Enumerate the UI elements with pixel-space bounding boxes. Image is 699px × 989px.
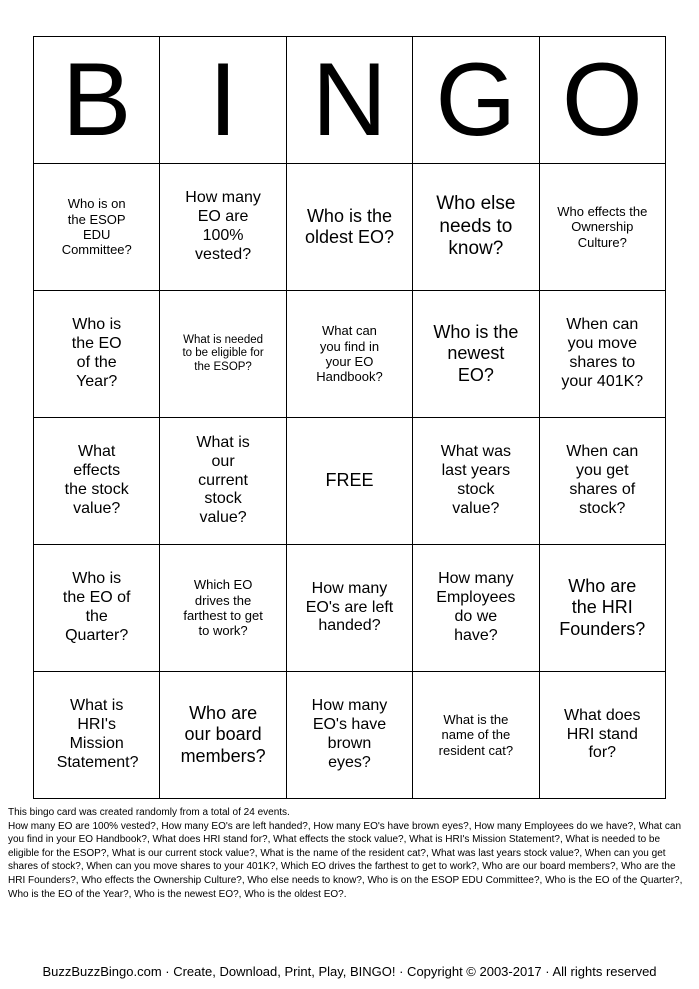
bingo-row [34,672,666,799]
header-letter-g: G [413,37,539,164]
bingo-cell: What was last years stock value? [413,418,539,545]
bingo-card [33,36,666,799]
bingo-cell: What can you find in your EO Handbook? [286,291,412,418]
bingo-cell: How many EO are 100% vested? [160,164,286,291]
bingo-row [34,291,666,418]
bingo-cell: Which EO drives the farthest to get to work? [160,545,286,672]
bingo-cell: When can you move shares to your 401K? [539,291,665,418]
note-events: How many EO are 100% vested?, How many EO's are left handed?, How many EO's have brown eyes?, How many Employees do we have?, What can you find in your EO Handbook?, What does HRI stand for?, What effects the stock value?, What is HRI's Mission Statement?, What is needed to be eligible for the ESOP?, What is our current stock value?, What is the name of the resident cat?, What was last years stock value?, When can you get shares of stock?, When can you move shares to your 401K?, Which EO drives the farthest to get to work?, Who are our board members?, Who are the HRI Founders?, Who effects the Ownership Culture?, Who else needs to know?, Who is on the ESOP EDU Committee?, Who is the EO of the Quarter?, Who is the EO of the Year?, Who is the newest EO?, Who is the oldest EO?. [8,820,683,900]
bingo-cell: What effects the stock value? [34,418,160,545]
bingo-cell: Who is the EO of the Quarter? [34,545,160,672]
bingo-cell: What is our current stock value? [160,418,286,545]
bingo-row [34,545,666,672]
bingo-header-row [34,37,666,164]
header-letter-b: B [34,37,160,164]
bingo-cell: Who is the newest EO? [413,291,539,418]
bingo-cell: What is needed to be eligible for the ESOP? [160,291,286,418]
bingo-cell: Who else needs to know? [413,164,539,291]
bingo-cell: Who effects the Ownership Culture? [539,164,665,291]
bingo-cell: Who is on the ESOP EDU Committee? [34,164,160,291]
bingo-cell: What does HRI stand for? [539,672,665,799]
bingo-cell: Who is the oldest EO? [286,164,412,291]
bingo-cell: Who is the EO of the Year? [34,291,160,418]
bingo-cell: How many Employees do we have? [413,545,539,672]
bingo-row [34,418,666,545]
header-letter-i: I [160,37,286,164]
bingo-cell: How many EO's are left handed? [286,545,412,672]
bingo-cell: Who are our board members? [160,672,286,799]
bingo-row [34,164,666,291]
bingo-cell: How many EO's have brown eyes? [286,672,412,799]
footer-text: BuzzBuzzBingo.com · Create, Download, Print, Play, BINGO! · Copyright © 2003-2017 · All rights reserved [42,964,657,979]
header-letter-n: N [286,37,412,164]
bingo-cell: What is HRI's Mission Statement? [34,672,160,799]
bingo-cell: Who are the HRI Founders? [539,545,665,672]
note-intro: This bingo card was created randomly from a total of 24 events. [8,807,290,818]
bingo-cell: When can you get shares of stock? [539,418,665,545]
free-space: FREE [286,418,412,545]
bingo-cell: What is the name of the resident cat? [413,672,539,799]
event-list-note [8,806,690,901]
header-letter-o: O [539,37,665,164]
